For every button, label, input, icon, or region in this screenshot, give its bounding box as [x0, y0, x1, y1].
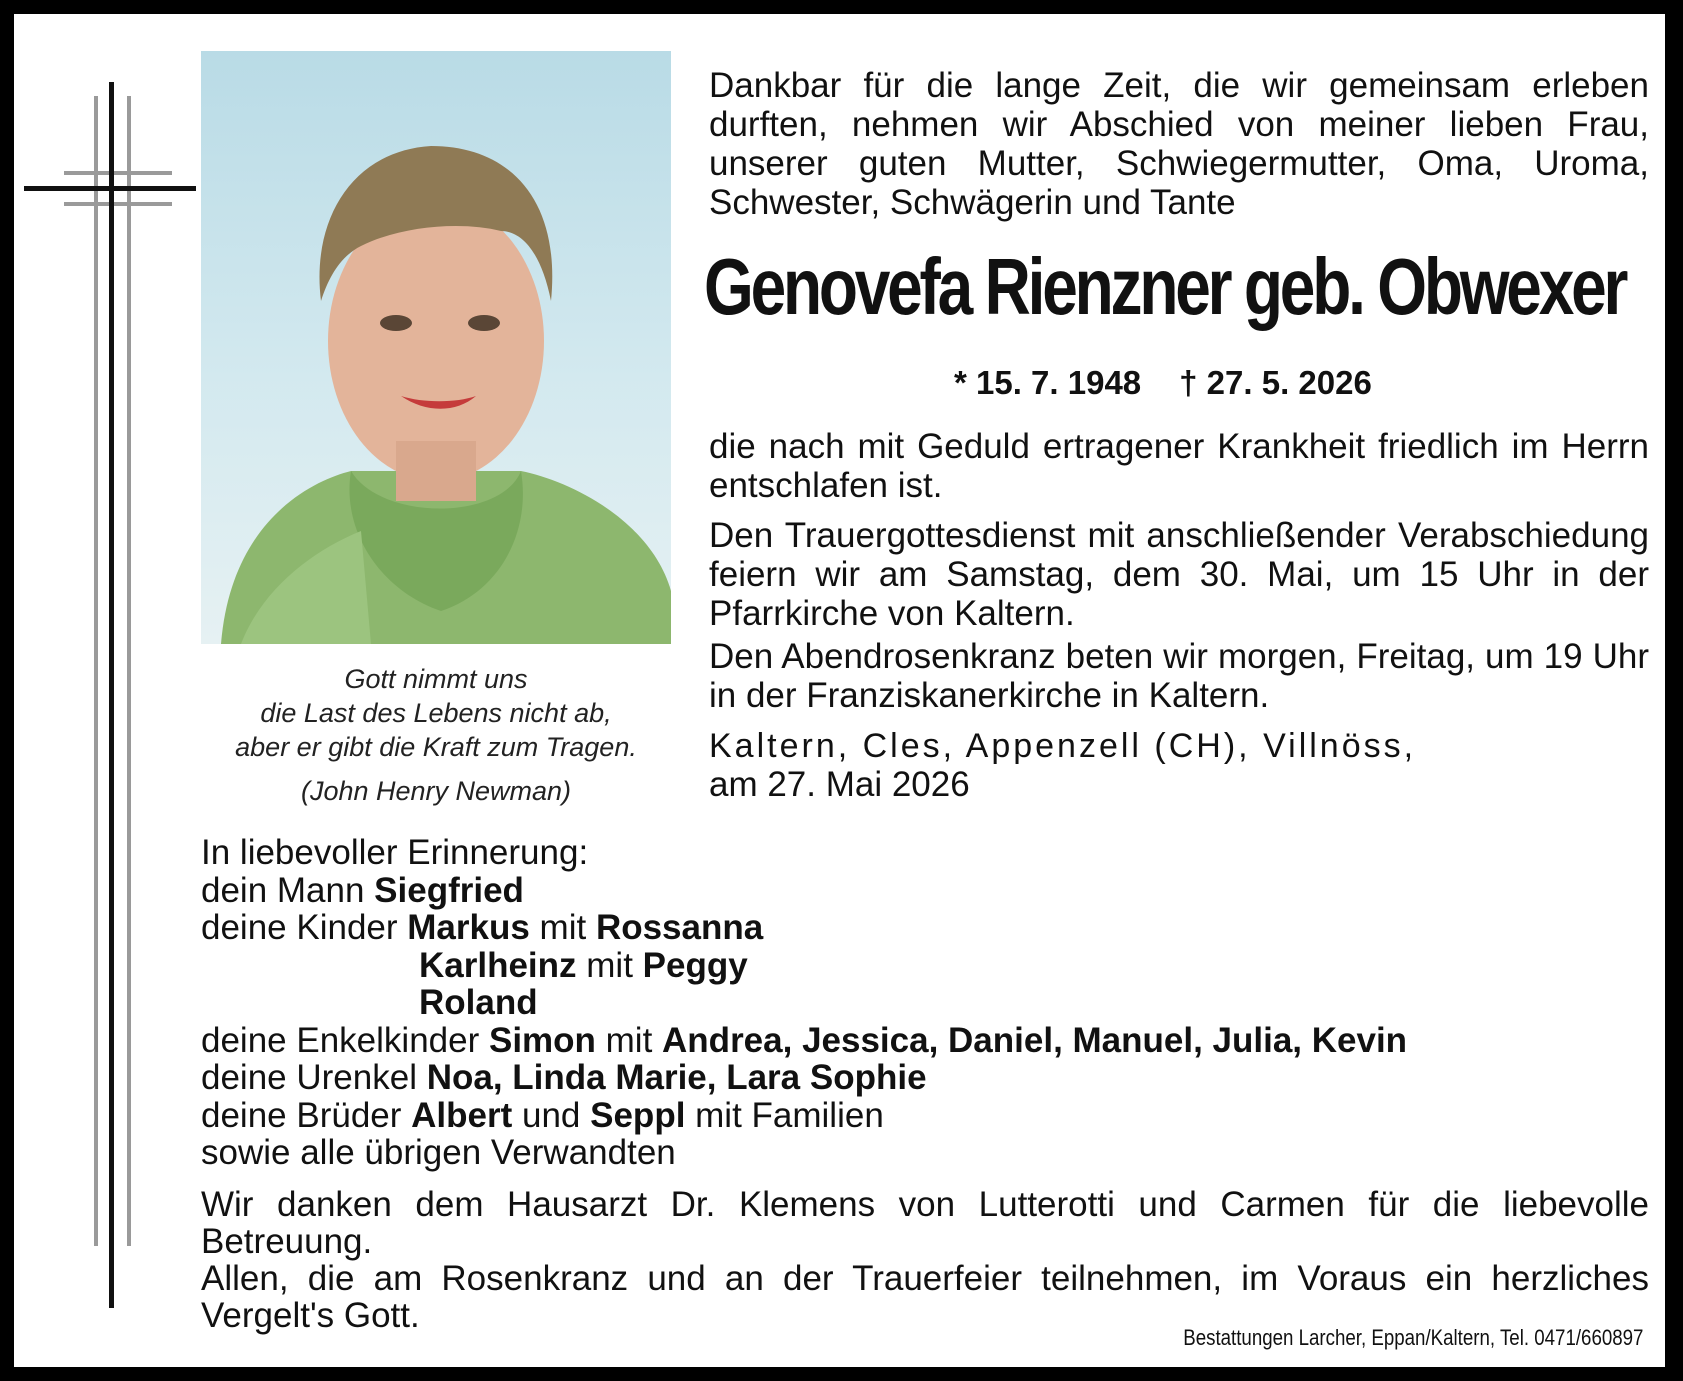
- connector: mit: [595, 1020, 663, 1060]
- quote-line: die Last des Lebens nicht ab,: [260, 698, 612, 728]
- cross-icon: [109, 82, 114, 1308]
- partner-name: Rossanna: [595, 908, 764, 947]
- great-grandchildren-names: Noa, Linda Marie, Lara Sophie: [426, 1058, 927, 1097]
- family-list: [201, 834, 1407, 1172]
- deceased-name: Genovefa Rienzner geb. Obwexer: [704, 242, 1626, 331]
- grandchildren-names: Andrea, Jessica, Daniel, Manuel, Julia, Kevin: [662, 1020, 1408, 1060]
- child-name: Karlheinz: [419, 945, 577, 985]
- thanks-doctor: Wir danken dem Hausarzt Dr. Klemens von Lutterotti und Carmen für die liebevolle Betreuung.: [201, 1185, 1649, 1261]
- thanks-section: [201, 1186, 1649, 1334]
- place-date: am 27. Mai 2026: [709, 765, 970, 804]
- family-row-children: [201, 909, 1407, 947]
- places: Kaltern, Cles, Appenzell (CH), Villnöss,: [709, 727, 1417, 765]
- grandchild-name: Simon: [488, 1020, 596, 1060]
- husband-name: Siegfried: [374, 870, 524, 910]
- quote-line: Gott nimmt uns: [344, 664, 528, 694]
- portrait-illustration: [201, 51, 671, 644]
- death-date: † 27. 5. 2026: [1179, 364, 1372, 401]
- connector: mit: [529, 908, 596, 947]
- cross-line-left: [94, 96, 98, 1246]
- intro-text: Dankbar für die lange Zeit, die wir gemeinsam erleben durften, nehmen wir Abschied von meiner lieben Frau, unserer guten Mutter, Schwiegermutter, Oma, Uroma, Schwester, Schwägerin und Tante: [709, 66, 1649, 222]
- family-row-great-grandchildren: [201, 1059, 1407, 1097]
- quote: [194, 662, 678, 808]
- family-row-child2: [201, 947, 1407, 985]
- family-intro: In liebevoller Erinnerung:: [201, 833, 589, 872]
- thanks-attendees: Allen, die am Rosenkranz und an der Trauerfeier teilnehmen, im Voraus ein herzliches Vergelt's Gott.: [201, 1259, 1649, 1335]
- child-name: Markus: [407, 908, 530, 947]
- paragraph-passing: die nach mit Geduld ertragener Krankheit friedlich im Herrn entschlafen ist.: [709, 427, 1649, 505]
- brother-name: Seppl: [590, 1095, 686, 1135]
- family-row-grandchildren: [201, 1022, 1407, 1060]
- family-row-husband: [201, 872, 1407, 910]
- connector: und: [512, 1095, 591, 1135]
- label: deine Enkelkinder: [201, 1020, 489, 1060]
- label: deine Urenkel: [201, 1058, 427, 1097]
- child-name: Roland: [419, 983, 538, 1022]
- family-row-brothers: [201, 1097, 1407, 1135]
- suffix: mit Familien: [685, 1095, 884, 1135]
- family-row-relatives: sowie alle übrigen Verwandten: [201, 1133, 676, 1172]
- cross-line-top: [64, 171, 172, 175]
- life-dates: [954, 364, 1410, 402]
- label: deine Brüder: [201, 1095, 412, 1135]
- cross-line-bottom: [64, 202, 172, 206]
- cross-line-right: [127, 96, 131, 1246]
- family-row-child3: [201, 984, 1407, 1022]
- quote-author: (John Henry Newman): [300, 776, 572, 806]
- paragraph-funeral: Den Trauergottesdienst mit anschließender Verabschiedung feiern wir am Samstag, dem 30. Mai, um 15 Uhr in der Pfarrkirche von Kaltern.: [709, 516, 1649, 633]
- brother-name: Albert: [411, 1095, 513, 1135]
- paragraph-rosary: Den Abendrosenkranz beten wir morgen, Freitag, um 19 Uhr in der Franziskanerkirche in Kaltern.: [709, 637, 1649, 715]
- partner-name: Peggy: [642, 945, 748, 985]
- obituary-notice: [14, 14, 1665, 1367]
- cross-crossbar: [24, 186, 196, 191]
- label: deine Kinder: [201, 908, 408, 947]
- quote-line: aber er gibt die Kraft zum Tragen.: [235, 732, 637, 762]
- label: dein Mann: [201, 870, 375, 910]
- portrait-photo: [201, 51, 671, 644]
- birth-date: * 15. 7. 1948: [954, 364, 1142, 401]
- funeral-home-footer: Bestattungen Larcher, Eppan/Kaltern, Tel. 0471/660897: [1182, 1325, 1643, 1350]
- connector: mit: [576, 945, 643, 985]
